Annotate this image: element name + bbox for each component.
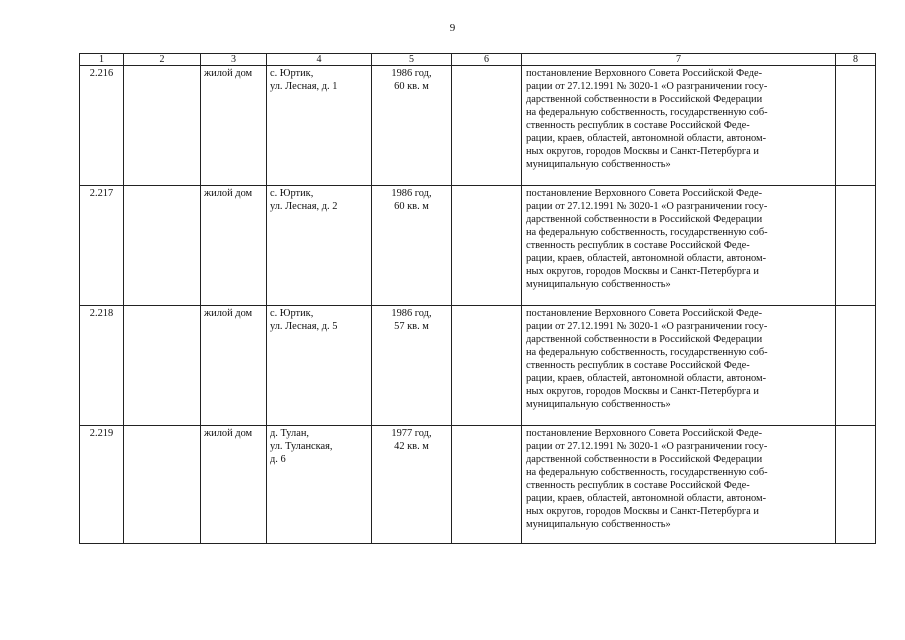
property-registry-table (79, 53, 876, 544)
empty-cell (836, 186, 876, 306)
object-characteristics (372, 66, 452, 186)
legal-basis (522, 66, 836, 186)
doc-line: рации, краев, областей, автономной области, автоном- (526, 253, 767, 264)
row-number: 2.217 (80, 186, 124, 306)
object-characteristics (372, 186, 452, 306)
table-row (80, 66, 876, 186)
empty-cell (452, 66, 522, 186)
column-header: 4 (267, 54, 372, 66)
doc-line: муниципальную собственность» (526, 159, 671, 170)
address-line: с. Юртик, (270, 188, 314, 199)
address-line: ул. Лесная, д. 1 (270, 81, 338, 92)
header-row (80, 54, 876, 66)
doc-line: муниципальную собственность» (526, 519, 671, 530)
doc-line: постановление Верховного Совета Российской Феде- (526, 308, 763, 319)
object-type: жилой дом (201, 66, 267, 186)
doc-line: ственность республик в составе Российской Феде- (526, 360, 750, 371)
address-line: с. Юртик, (270, 308, 314, 319)
legal-basis (522, 186, 836, 306)
area: 42 кв. м (394, 441, 429, 452)
doc-line: ных округов, городов Москвы и Санкт-Петербурга и (526, 146, 759, 157)
row-number: 2.219 (80, 426, 124, 544)
table-row (80, 306, 876, 426)
address-line: ул. Лесная, д. 5 (270, 321, 338, 332)
doc-line: на федеральную собственность, государственную соб- (526, 227, 768, 238)
object-characteristics (372, 426, 452, 544)
page-number: 9 (449, 22, 456, 34)
doc-line: дарственной собственности в Российской Федерации (526, 214, 763, 225)
doc-line: на федеральную собственность, государственную соб- (526, 467, 768, 478)
object-type: жилой дом (201, 306, 267, 426)
doc-line: муниципальную собственность» (526, 279, 671, 290)
table-row (80, 186, 876, 306)
empty-cell (124, 426, 201, 544)
object-address (267, 186, 372, 306)
doc-line: на федеральную собственность, государственную соб- (526, 347, 768, 358)
empty-cell (124, 186, 201, 306)
column-header: 2 (124, 54, 201, 66)
column-header: 3 (201, 54, 267, 66)
doc-line: ных округов, городов Москвы и Санкт-Петербурга и (526, 386, 759, 397)
doc-line: рации, краев, областей, автономной области, автоном- (526, 493, 767, 504)
object-address (267, 306, 372, 426)
area: 57 кв. м (394, 321, 429, 332)
address-line: д. Тулан, (270, 428, 310, 439)
doc-line: рации от 27.12.1991 № 3020-1 «О разграничении госу- (526, 321, 768, 332)
build-year: 1986 год, (391, 188, 432, 199)
object-address (267, 66, 372, 186)
build-year: 1977 год, (391, 428, 432, 439)
empty-cell (124, 66, 201, 186)
doc-line: рации от 27.12.1991 № 3020-1 «О разграничении госу- (526, 201, 768, 212)
doc-line: ных округов, городов Москвы и Санкт-Петербурга и (526, 266, 759, 277)
empty-cell (452, 186, 522, 306)
doc-line: рации от 27.12.1991 № 3020-1 «О разграничении госу- (526, 441, 768, 452)
empty-cell (836, 306, 876, 426)
doc-line: дарственной собственности в Российской Федерации (526, 454, 763, 465)
area: 60 кв. м (394, 201, 429, 212)
build-year: 1986 год, (391, 308, 432, 319)
doc-line: постановление Верховного Совета Российской Феде- (526, 68, 763, 79)
legal-basis (522, 306, 836, 426)
object-characteristics (372, 306, 452, 426)
doc-line: постановление Верховного Совета Российской Феде- (526, 188, 763, 199)
column-header: 1 (80, 54, 124, 66)
object-address (267, 426, 372, 544)
row-number: 2.218 (80, 306, 124, 426)
empty-cell (452, 306, 522, 426)
address-line: ул. Туланская, (270, 441, 333, 452)
object-type: жилой дом (201, 186, 267, 306)
doc-line: ных округов, городов Москвы и Санкт-Петербурга и (526, 506, 759, 517)
address-line: ул. Лесная, д. 2 (270, 201, 338, 212)
doc-line: ственность республик в составе Российской Феде- (526, 120, 750, 131)
column-header: 7 (522, 54, 836, 66)
doc-line: постановление Верховного Совета Российской Феде- (526, 428, 763, 439)
doc-line: ственность республик в составе Российской Феде- (526, 240, 750, 251)
empty-cell (836, 426, 876, 544)
empty-cell (836, 66, 876, 186)
doc-line: рации, краев, областей, автономной области, автоном- (526, 133, 767, 144)
column-header: 8 (836, 54, 876, 66)
column-header: 5 (372, 54, 452, 66)
row-number: 2.216 (80, 66, 124, 186)
column-header: 6 (452, 54, 522, 66)
address-line: д. 6 (270, 454, 286, 465)
doc-line: рации от 27.12.1991 № 3020-1 «О разграничении госу- (526, 81, 768, 92)
doc-line: дарственной собственности в Российской Федерации (526, 334, 763, 345)
doc-line: рации, краев, областей, автономной области, автоном- (526, 373, 767, 384)
doc-line: ственность республик в составе Российской Феде- (526, 480, 750, 491)
doc-line: муниципальную собственность» (526, 399, 671, 410)
empty-cell (124, 306, 201, 426)
empty-cell (452, 426, 522, 544)
object-type: жилой дом (201, 426, 267, 544)
table-row (80, 426, 876, 544)
doc-line: дарственной собственности в Российской Федерации (526, 94, 763, 105)
legal-basis (522, 426, 836, 544)
doc-line: на федеральную собственность, государственную соб- (526, 107, 768, 118)
area: 60 кв. м (394, 81, 429, 92)
build-year: 1986 год, (391, 68, 432, 79)
address-line: с. Юртик, (270, 68, 314, 79)
